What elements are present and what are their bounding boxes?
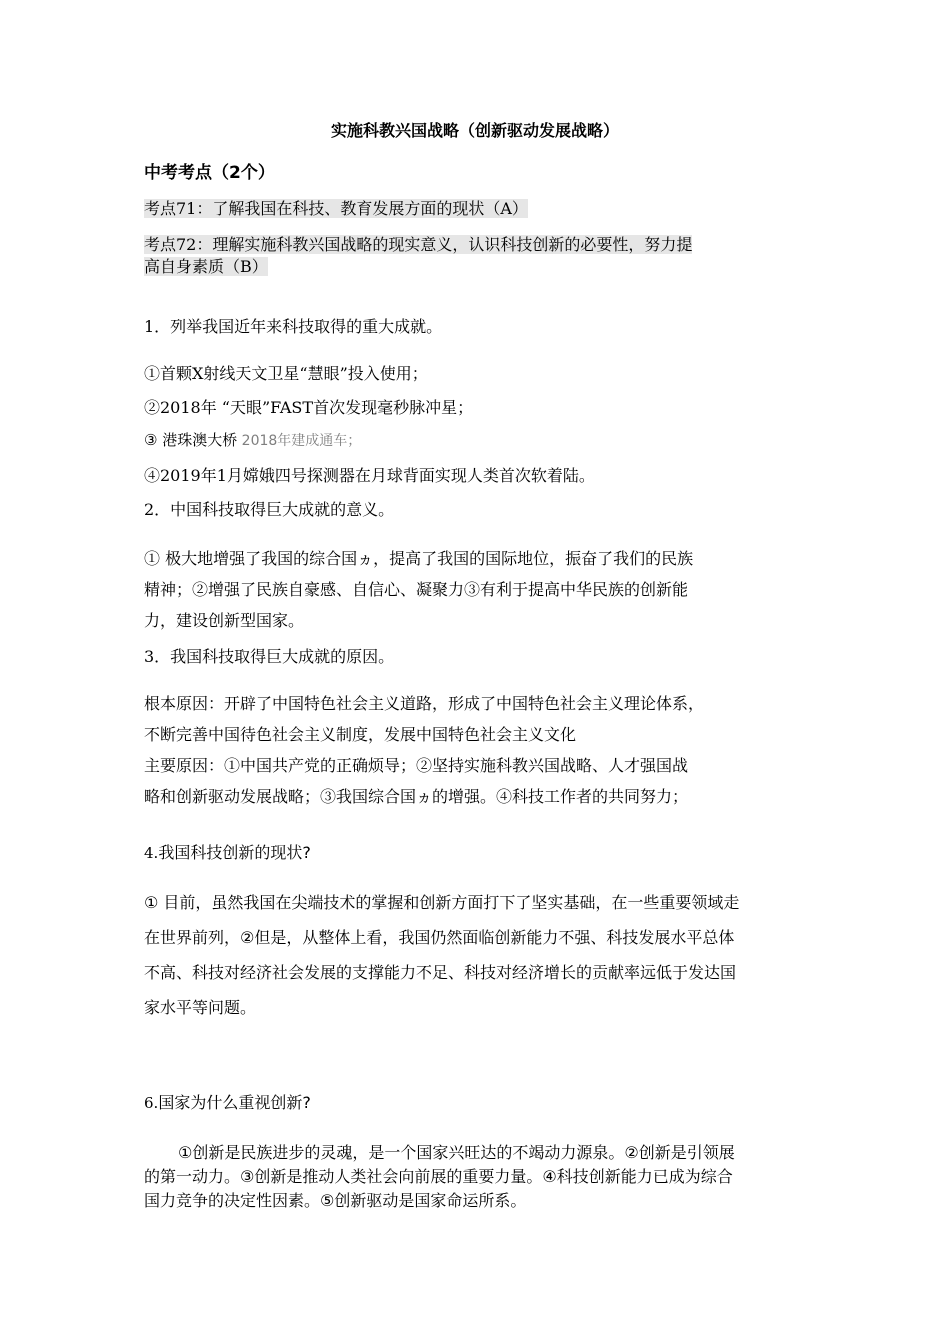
paragraph-line: 力，建设创新型国家。 <box>144 611 305 630</box>
exam-points-heading: 中考考点（2个） <box>144 163 275 183</box>
paragraph-line: 略和创新驱动发展战略；③我国综合国ヵ的增强。④科技工作者的共同努力； <box>144 787 689 806</box>
exam-point-72 <box>144 234 806 278</box>
status-paragraph <box>144 885 806 1025</box>
question-text: 我国科技创新的现状? <box>158 843 311 862</box>
paragraph-line: ① 极大地增强了我国的综合国ヵ，提高了我国的国际地位，振奋了我们的民族 <box>144 549 694 568</box>
paragraph-line: 的第一动力。③创新是推动人类社会向前展的重要力量。④科技创新能力已成为综合 <box>144 1167 733 1186</box>
achievement-item-suffix: 2018年建成通车； <box>237 433 362 449</box>
paragraph-line: 主要原因：①中国共产党的正确烦导；②坚持实施科教兴国战略、人才强国战 <box>144 756 689 775</box>
achievement-item: ①首颗X射线天文卫星“慧眼”投入使用； <box>144 364 428 383</box>
paragraph-line: ① 目前，虽然我国在尖端技术的掌握和创新方面打下了坚实基础，在一些重要领域走 <box>144 893 740 912</box>
significance-paragraph <box>144 543 806 636</box>
question-2: 2．中国科技取得巨大成就的意义。 <box>144 500 395 519</box>
exam-point-text-cont: 高自身素质（B） <box>144 257 268 276</box>
achievement-item: ②2018年 “天眼”FAST首次发现毫秒脉冲星； <box>144 398 474 417</box>
question-text: 国家为什么重视创新? <box>158 1093 311 1112</box>
paragraph-line: 国力竞争的决定性因素。⑤创新驱动是国家命运所系。 <box>144 1191 527 1210</box>
achievement-item-prefix: ③ 港珠澳大桥 <box>144 431 238 449</box>
achievement-item <box>144 429 806 450</box>
question-number: 4. <box>144 844 159 862</box>
paragraph-line: ①创新是民族进步的灵魂，是一个国家兴旺达的不竭动力源泉。②创新是引领展 <box>178 1143 735 1162</box>
paragraph-line: 根本原因：开辟了中国特色社会主义道路，形成了中国特色社会主义理论体系， <box>144 694 705 713</box>
paragraph-line: 不高、科技对经济社会发展的支撑能力不足、科技对经济增长的贡献率远低于发达国 <box>144 963 737 982</box>
reasons-paragraph <box>144 688 806 812</box>
paragraph-line: 家水平等问题。 <box>144 998 257 1017</box>
page-title: 实施科教兴国战略（创新驱动发展战略） <box>330 121 619 140</box>
question-6 <box>144 1090 806 1113</box>
question-3: 3．我国科技取得巨大成就的原因。 <box>144 647 395 666</box>
exam-point-text: 考点71：了解我国在科技、教育发展方面的现状（A） <box>144 199 528 218</box>
question-1: 1．列举我国近年来科技取得的重大成就。 <box>144 317 443 336</box>
paragraph-line: 不断完善中国待色社会主义制度，发展中国特色社会主义文化 <box>144 725 577 744</box>
question-4 <box>144 840 806 863</box>
paragraph-line: 精神；②增强了民族自豪感、自信心、凝聚力③有利于提高中华民族的创新能 <box>144 580 689 599</box>
innovation-paragraph <box>144 1141 806 1213</box>
question-number: 6. <box>144 1094 159 1112</box>
exam-point-text: 考点72：理解实施科教兴国战略的现实意义，认识科技创新的必要性，努力提 <box>144 235 693 254</box>
exam-point-71 <box>144 196 806 219</box>
achievement-item: ④2019年1月嫦娥四号探测器在月球背面实现人类首次软着陆。 <box>144 466 595 485</box>
paragraph-line: 在世界前列，②但是，从整体上看，我国仍然面临创新能力不强、科技发展水平总体 <box>144 928 735 947</box>
